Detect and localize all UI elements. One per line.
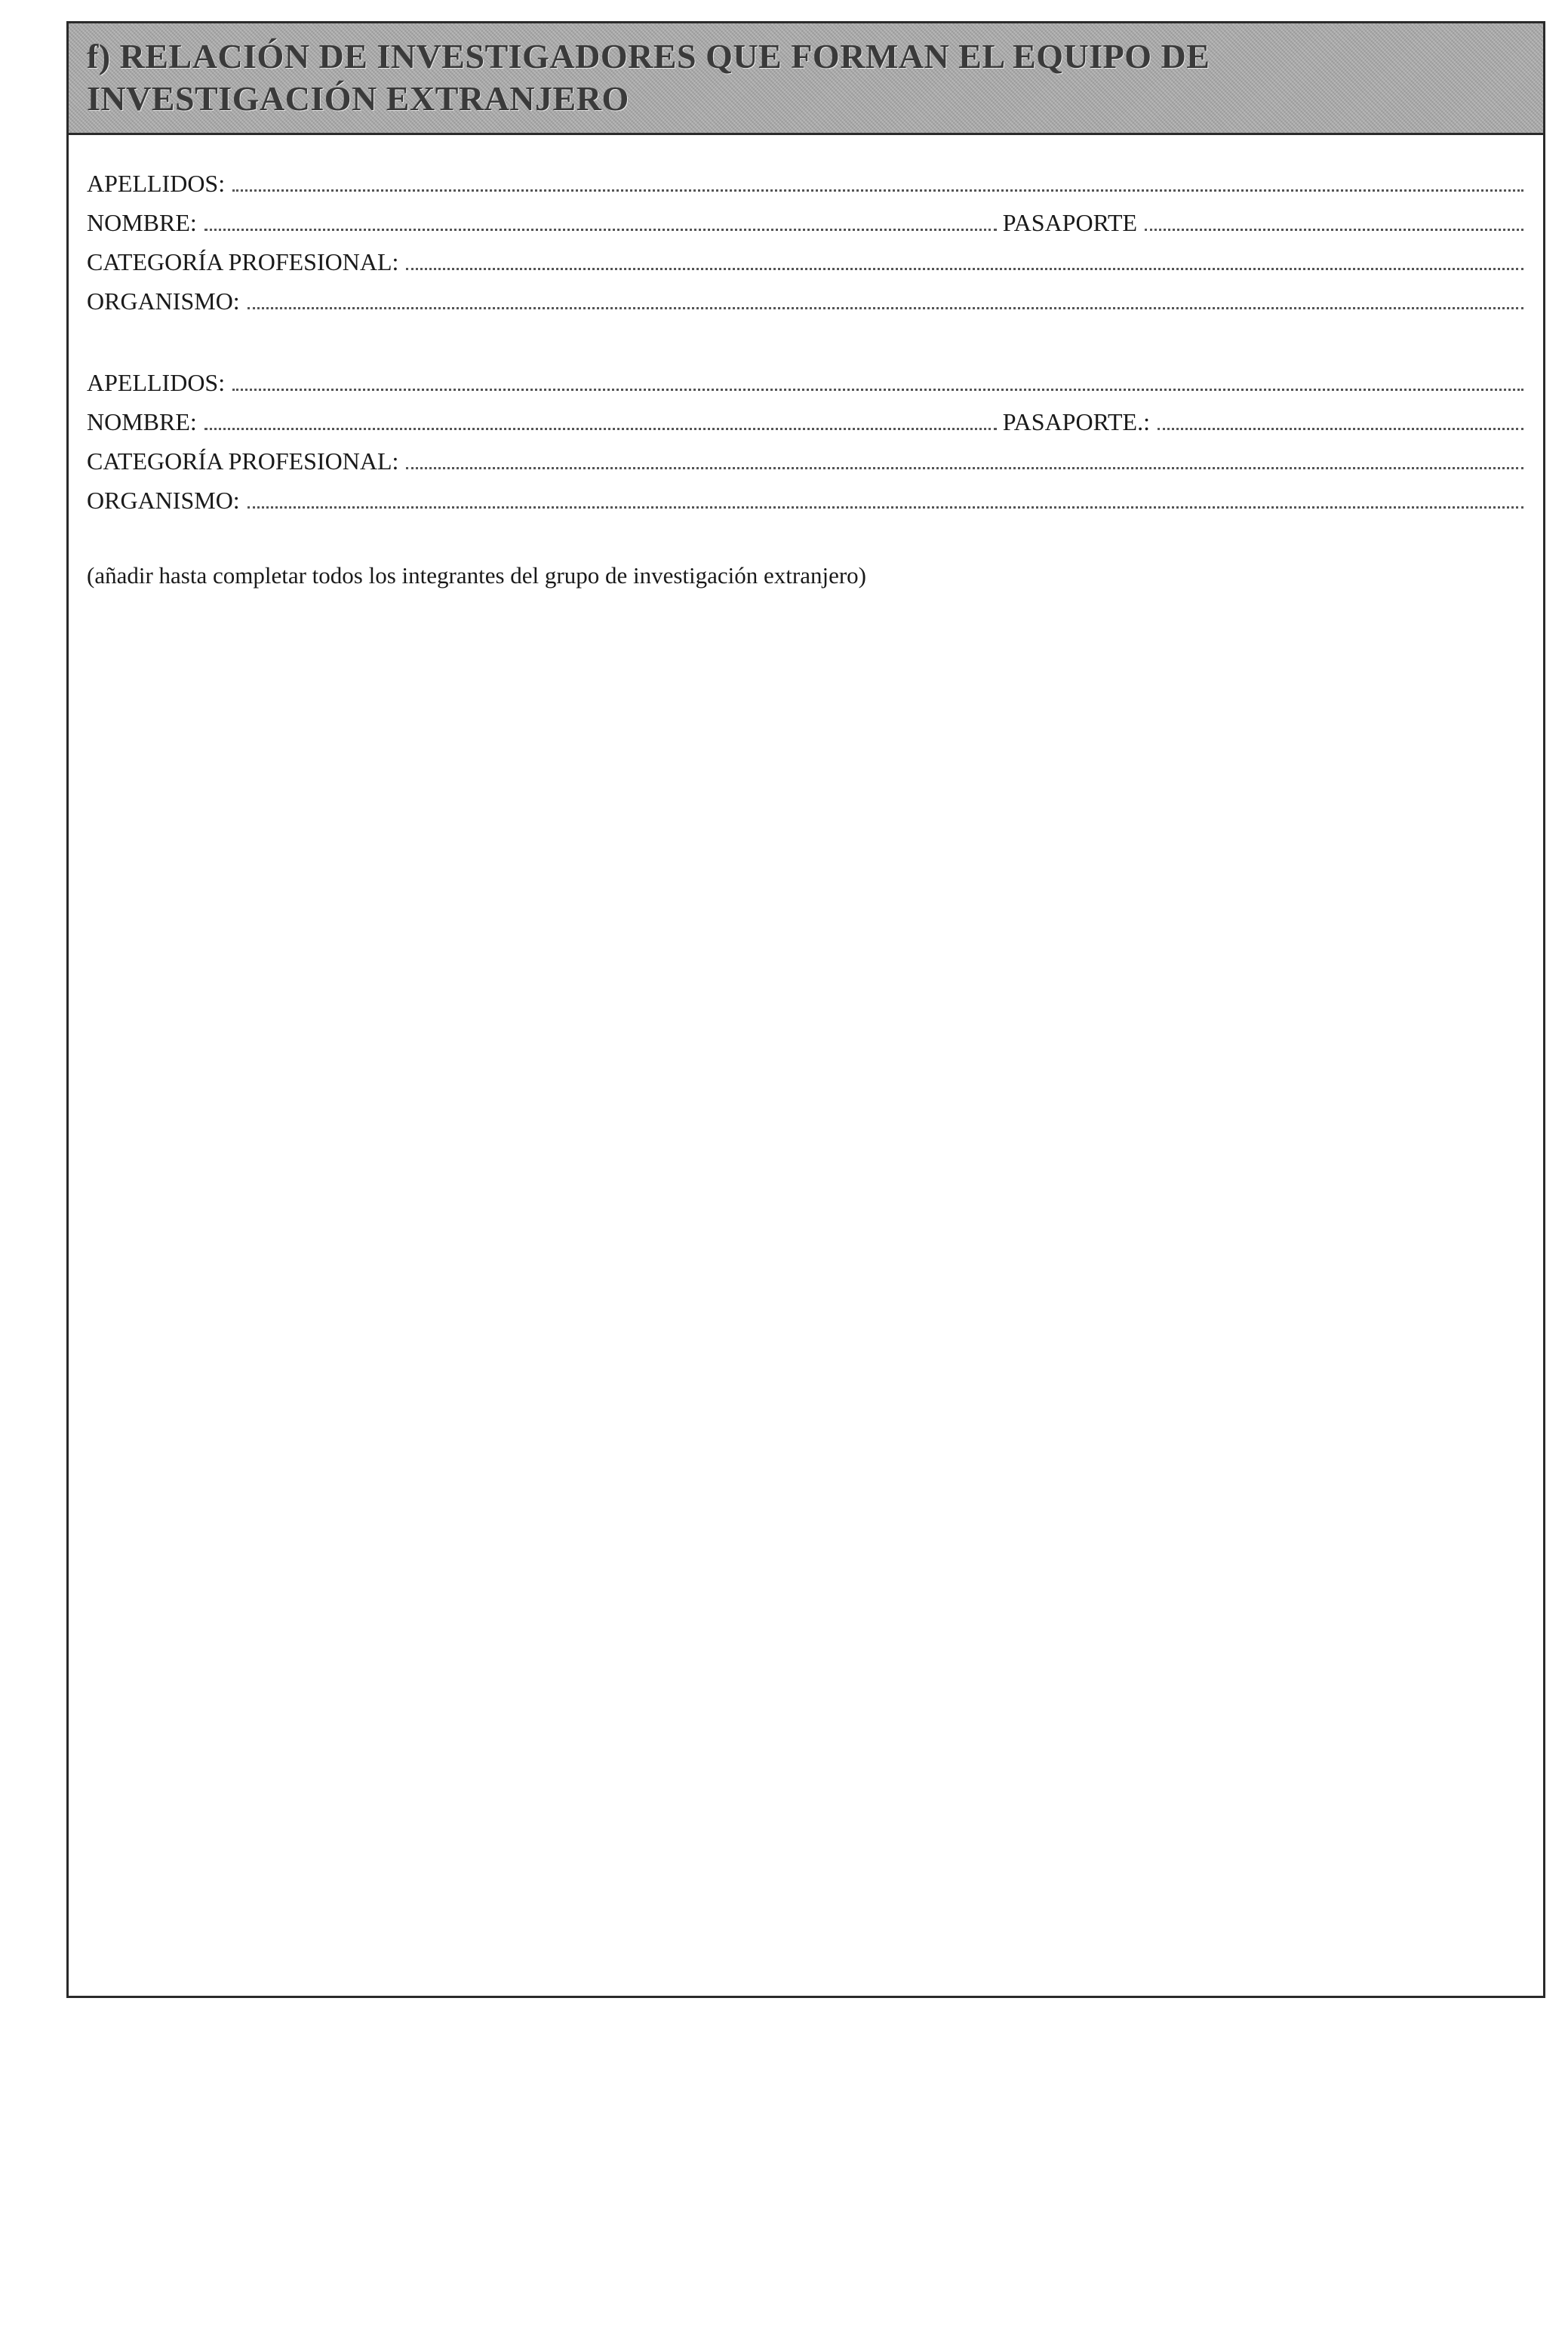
organismo-field[interactable] (247, 481, 1523, 509)
nombre-label: NOMBRE: (87, 408, 197, 435)
nombre-field[interactable] (204, 203, 997, 231)
organismo-label: ORGANISMO: (87, 487, 240, 514)
researcher-record-2 (87, 363, 1528, 520)
apellidos-row (87, 363, 1528, 402)
organismo-field[interactable] (247, 281, 1523, 309)
organismo-row (87, 281, 1528, 321)
form-content (87, 164, 1528, 595)
nombre-row (87, 402, 1528, 441)
form-section-box (66, 21, 1545, 1998)
pasaporte-label: PASAPORTE (1002, 209, 1138, 236)
apellidos-field[interactable] (232, 363, 1523, 391)
researcher-record-1 (87, 164, 1528, 321)
apellidos-label: APELLIDOS: (87, 369, 226, 396)
organismo-row (87, 481, 1528, 520)
categoria-label: CATEGORÍA PROFESIONAL: (87, 248, 399, 275)
nombre-label: NOMBRE: (87, 209, 197, 236)
section-title: f) RELACIÓN DE INVESTIGADORES QUE FORMAN EL EQUIPO DE INVESTIGACIÓN EXTRANJERO (87, 37, 1210, 118)
apellidos-field[interactable] (232, 164, 1523, 192)
pasaporte-field[interactable] (1158, 402, 1523, 430)
organismo-label: ORGANISMO: (87, 287, 240, 315)
pasaporte-field[interactable] (1145, 203, 1523, 231)
nombre-field[interactable] (204, 402, 997, 430)
categoria-row (87, 242, 1528, 281)
nombre-row (87, 203, 1528, 242)
instruction-note: (añadir hasta completar todos los integrantes del grupo de investigación extranjero) (87, 562, 866, 589)
apellidos-row (87, 164, 1528, 203)
categoria-label: CATEGORÍA PROFESIONAL: (87, 447, 399, 475)
pasaporte-label: PASAPORTE.: (1002, 408, 1150, 435)
categoria-field[interactable] (406, 441, 1523, 469)
categoria-field[interactable] (406, 242, 1523, 270)
section-header (69, 23, 1543, 135)
categoria-row (87, 441, 1528, 481)
apellidos-label: APELLIDOS: (87, 170, 226, 197)
